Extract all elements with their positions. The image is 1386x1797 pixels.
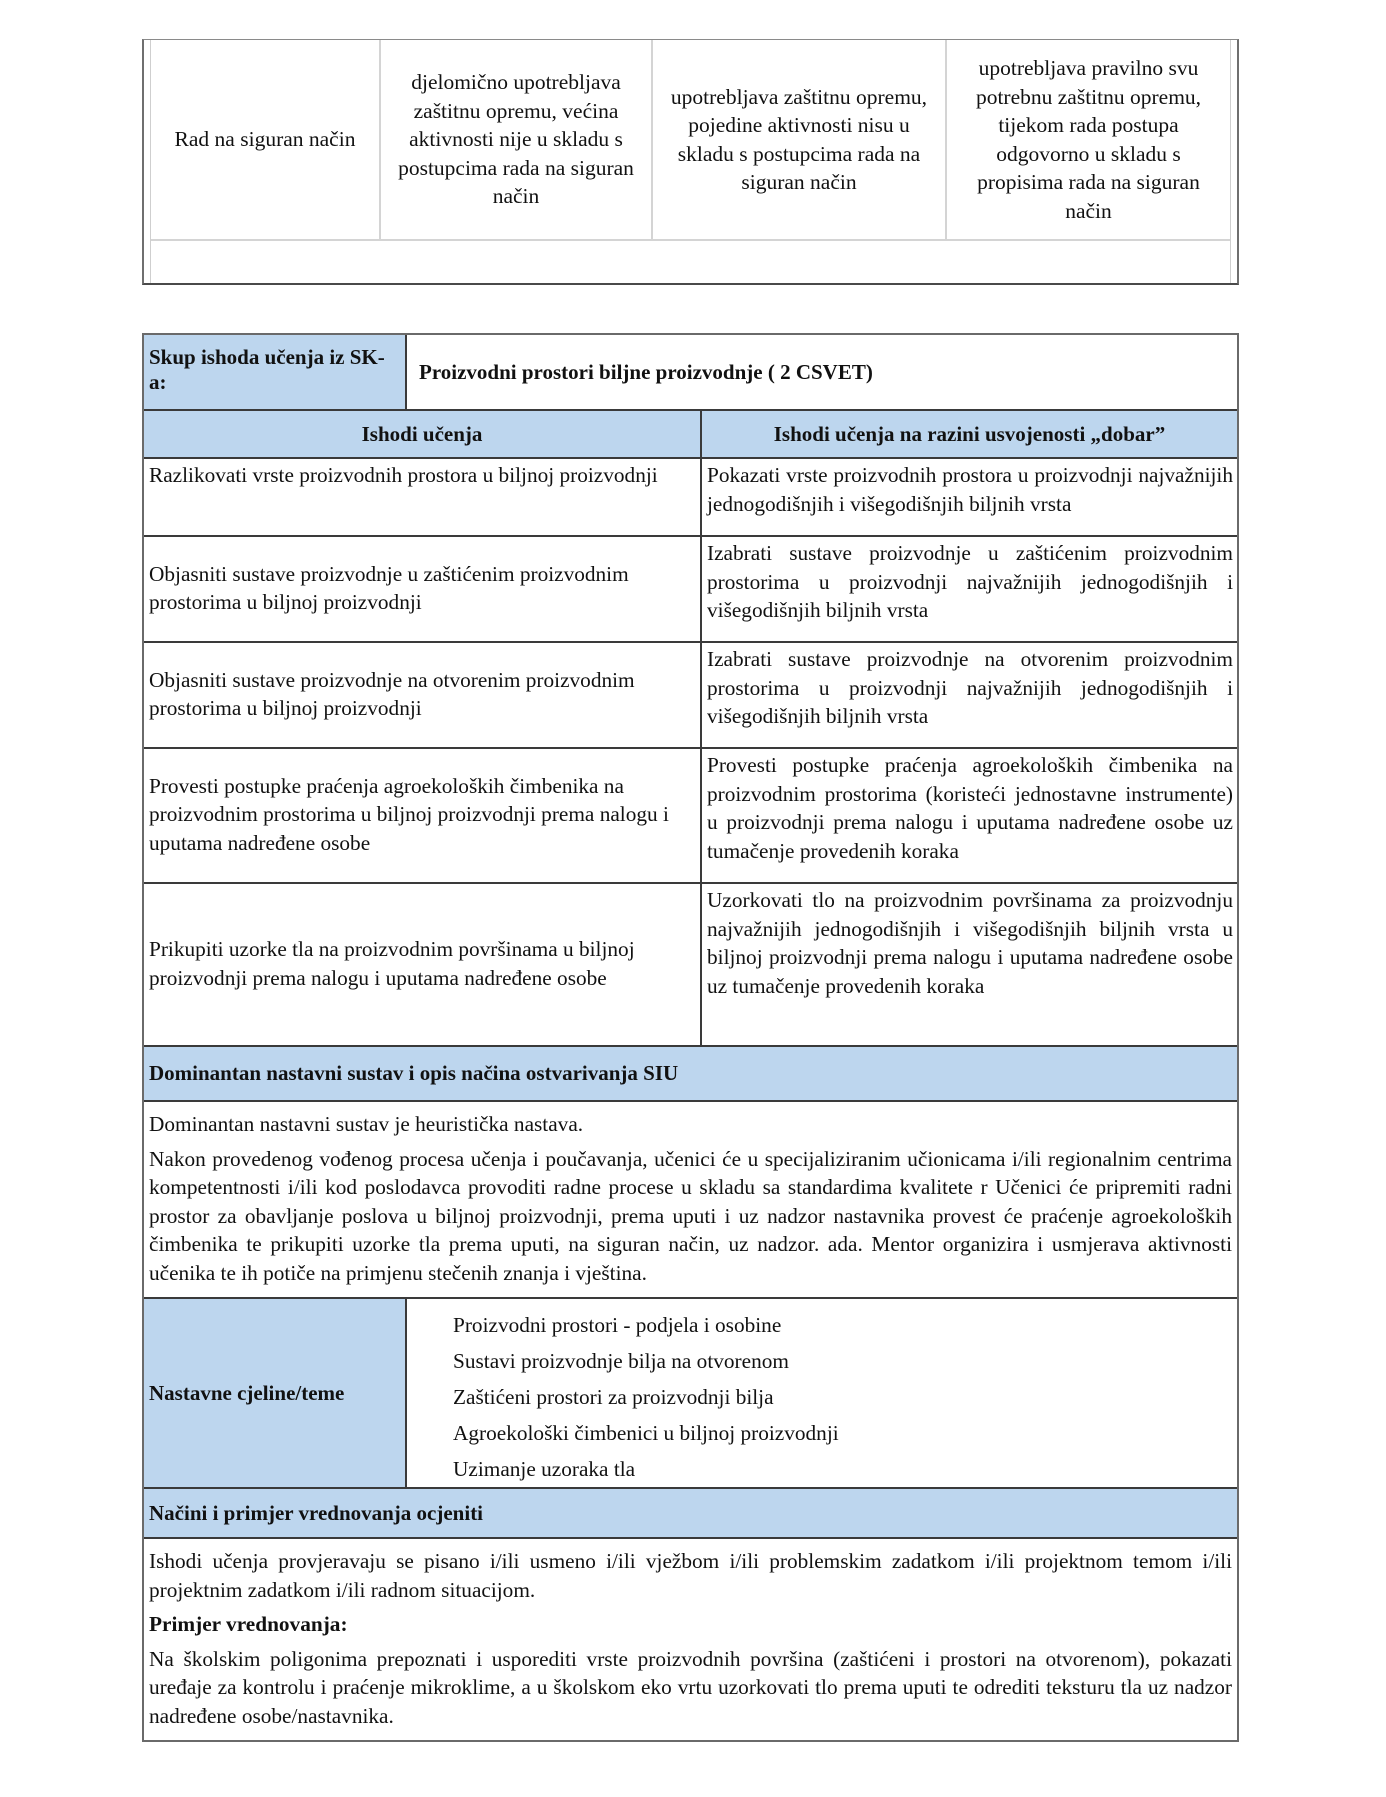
outcome-text: Prikupiti uzorke tla na proizvodnim površinama u biljnoj proizvodnji prema nalogu i uputama nadređene osobe xyxy=(144,884,702,1045)
outcome-text: Razlikovati vrste proizvodnih prostora u biljnoj proizvodnji xyxy=(144,459,702,535)
teaching-unit-item: Agroekološki čimbenici u biljnoj proizvodnji xyxy=(453,1421,839,1445)
outcome-text: Provesti postupke praćenja agroekoloških čimbenika na proizvodnim prostorima u biljnoj proizvodnji prema nalogu i uputama nadređene osobe xyxy=(144,749,702,882)
siu-header-title: Proizvodni prostori biljne proizvodnje ( 2 CSVET) xyxy=(407,335,1237,409)
teaching-units-row xyxy=(144,1299,1237,1489)
teaching-system-body xyxy=(144,1102,1237,1299)
assessment-heading: Načini i primjer vrednovanja ocjeniti xyxy=(144,1489,1237,1539)
assessment-paragraph: Ishodi učenja provjeravaju se pisano i/ili usmeno i/ili vježbom i/ili problemskim zadatkom i/ili projektnom temom i/ili projektnim zadatkom i/ili radnom situacijom. xyxy=(149,1549,1232,1602)
teaching-unit-item: Zaštićeni prostori za proizvodnji bilja xyxy=(453,1385,774,1409)
teaching-system-paragraph: Dominantan nastavni sustav je heuristička nastava. xyxy=(149,1112,584,1136)
rubric-level-2: upotrebljava zaštitnu opremu, pojedine aktivnosti nisu u skladu s postupcima rada na siguran način xyxy=(653,40,947,239)
teaching-unit-item: Uzimanje uzoraka tla xyxy=(453,1457,636,1481)
teaching-system-paragraph: Nakon provedenog vođenog procesa učenja i poučavanja, učenici će u specijaliziranim učionicama i/ili regionalnim centrima kompetentnosti i/ili kod poslodavca provoditi radne procese u skladu sa standardima kvalitete r Učenici će pripremiti radni prostor za obavljanje poslova u biljnoj proizvodnji, prema uputi i uz nadzor nastavnika provest će praćenje agroekoloških čimbenika te prikupiti uzorke tla prema uputi, na siguran način, uz nadzor. ada. Mentor organizira i usmjerava aktivnosti učenika te ih potiče na primjenu stečenih znanja i vještina. xyxy=(149,1146,1232,1285)
siu-table xyxy=(142,333,1239,1742)
rubric-table xyxy=(142,39,1239,285)
good-level-text: Izabrati sustave proizvodnje na otvorenim proizvodnim prostorima u proizvodnji najvažnijih jednogodišnjih i višegodišnjih biljnih vrsta xyxy=(707,647,1233,728)
good-level-text: Provesti postupke praćenja agroekoloških čimbenika na proizvodnim prostorima (koristeći jednostavne instrumente) u proizvodnji prema nalogu i uputama nadređene osobe uz tumačenje provedenih koraka xyxy=(707,753,1233,863)
rubric-row xyxy=(151,40,1230,241)
rubric-table-inner xyxy=(150,40,1231,283)
good-level-text: Pokazati vrste proizvodnih prostora u proizvodnji najvažnijih jednogodišnjih i višegodišnjih biljnih vrsta xyxy=(707,463,1233,516)
outcome-row xyxy=(144,643,1237,749)
assessment-example-text: Na školskim poligonima prepoznati i usporediti vrste proizvodnih površina (zaštićeni i prostori na otvorenom), pokazati uređaje za kontrolu i praćenje mikroklime, a u školskom eko vrtu uzorkovati tlo prema uputi te odrediti teksturu tla uz nadzor nadređene osobe/nastavnika. xyxy=(149,1646,1232,1728)
outcome-text: Objasniti sustave proizvodnje u zaštićenim proizvodnim prostorima u biljnoj proizvodnji xyxy=(144,537,702,641)
good-level-text: Izabrati sustave proizvodnje u zaštićenim proizvodnim prostorima u proizvodnji najvažnijih jednogodišnjih i višegodišnjih biljnih vrsta xyxy=(707,541,1233,622)
outcome-text: Objasniti sustave proizvodnje na otvorenim proizvodnim prostorima u biljnoj proizvodnji xyxy=(144,643,702,747)
rubric-criterion: Rad na siguran način xyxy=(151,40,381,239)
siu-header-label: Skup ishoda učenja iz SK-a: xyxy=(144,335,407,409)
teaching-system-heading: Dominantan nastavni sustav i opis načina ostvarivanja SIU xyxy=(144,1047,1237,1102)
outcome-row xyxy=(144,537,1237,643)
teaching-unit-item: Sustavi proizvodnje bilja na otvorenom xyxy=(453,1349,789,1373)
teaching-units-label: Nastavne cjeline/teme xyxy=(144,1299,407,1487)
siu-header-row xyxy=(144,335,1237,411)
outcome-row xyxy=(144,749,1237,884)
assessment-body xyxy=(144,1539,1237,1740)
good-level-text: Uzorkovati tlo na proizvodnim površinama za proizvodnju najvažnijih jednogodišnjih i višegodišnjih biljnih vrsta u biljnoj proizvodnji prema nalogu i uputama nadređene osobe uz tumačenje provedenih koraka xyxy=(707,888,1233,998)
assessment-example-label: Primjer vrednovanja: xyxy=(149,1612,348,1636)
teaching-unit-item: Proizvodni prostori - podjela i osobine xyxy=(453,1313,782,1337)
column-header-outcomes: Ishodi učenja xyxy=(144,411,702,457)
teaching-units-list xyxy=(407,1299,1237,1487)
outcome-row xyxy=(144,884,1237,1047)
column-header-good-level: Ishodi učenja na razini usvojenosti „dobar” xyxy=(773,421,1166,446)
outcome-row xyxy=(144,459,1237,537)
rubric-level-3: upotrebljava pravilno svu potrebnu zaštitnu opremu, tijekom rada postupa odgovorno u skladu s propisima rada na siguran način xyxy=(975,56,1202,223)
rubric-level-1: djelomično upotrebljava zaštitnu opremu, većina aktivnosti nije u skladu s postupcima rada na siguran način xyxy=(381,40,653,239)
column-header-row xyxy=(144,411,1237,459)
